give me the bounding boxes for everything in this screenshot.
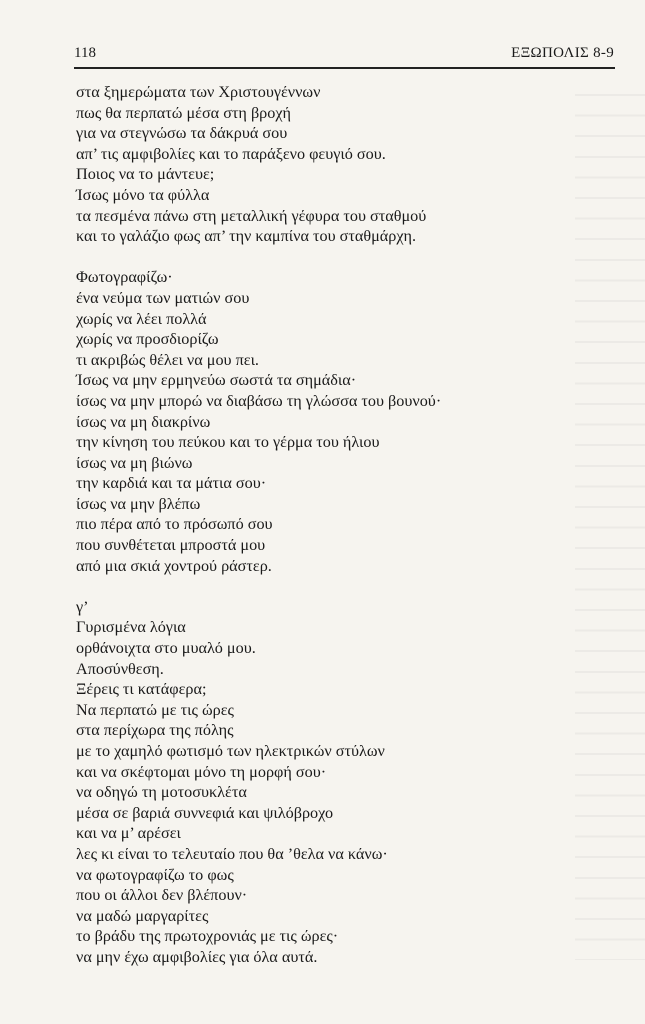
poem-line: Ξέρεις τι κατάφερα; — [76, 680, 207, 699]
poem-line: Ίσως να μην ερμηνεύω σωστά τα σημάδια· — [76, 371, 357, 390]
poem-line: να μην έχω αμφιβολίες για όλα αυτά. — [76, 947, 318, 966]
poem-line: και να μ’ αρέσει — [76, 824, 181, 843]
poem-line: για να στεγνώσω τα δάκρυά σου — [76, 124, 288, 143]
poem-line: ίσως να μην μπορώ να διαβάσω τη γλώσσα του βουνού· — [76, 391, 442, 410]
poem-line: με το χαμηλό φωτισμό των ηλεκτρικών στύλων — [76, 742, 385, 760]
poem-line: γ’ — [76, 597, 89, 616]
poem-line: Αποσύνθεση. — [76, 659, 164, 678]
journal-title: ΕΞΩΠΟΛΙΣ 8-9 — [511, 45, 614, 61]
poem-line: Ποιος να το μάντευε; — [76, 165, 215, 184]
poem-line: να οδηγώ τη μοτοσυκλέτα — [76, 783, 247, 802]
poem-line: το βράδυ της πρωτοχρονιάς με τις ώρες· — [76, 927, 339, 946]
stanza-1 — [76, 82, 616, 247]
poem-line: Να περπατώ με τις ώρες — [76, 700, 234, 719]
poem-line: ίσως να μη βιώνω — [76, 453, 193, 472]
poem-body — [76, 82, 616, 968]
poem-line: στα περίχωρα της πόλης — [76, 721, 234, 740]
stanza-2 — [76, 267, 616, 576]
poem-line: που συνθέτεται μπροστά μου — [76, 536, 266, 555]
poem-line: Ίσως μόνο τα φύλλα — [76, 185, 210, 204]
poem-line: απ’ τις αμφιβολίες και το παράξενο φευγιό σου. — [76, 144, 386, 163]
stanza-gap — [76, 247, 616, 268]
page-header — [74, 44, 614, 66]
poem-line: Γυρισμένα λόγια — [76, 618, 186, 637]
poem-line: που οι άλλοι δεν βλέπουν· — [76, 886, 248, 905]
poem-line: την καρδιά και τα μάτια σου· — [76, 474, 267, 493]
poem-line: χωρίς να προσδιορίζω — [76, 330, 219, 349]
poem-line: Φωτογραφίζω· — [76, 268, 173, 287]
poem-line: και το γαλάζιο φως απ’ την καμπίνα του σταθμάρχη. — [76, 227, 417, 246]
stanza-3 — [76, 597, 616, 968]
poem-line: πιο πέρα από το πρόσωπό σου — [76, 515, 273, 534]
stanza-gap — [76, 576, 616, 597]
poem-line: στα ξημερώματα των Χριστουγέννων — [76, 83, 321, 101]
header-rule — [74, 67, 615, 69]
poem-line: την κίνηση του πεύκου και το γέρμα του ήλιου — [76, 433, 380, 452]
poem-line: μέσα σε βαριά συννεφιά και ψιλόβροχο — [76, 803, 334, 822]
poem-line: από μια σκιά χοντρού ράστερ. — [76, 556, 272, 575]
poem-line: ίσως να μην βλέπω — [76, 494, 201, 513]
poem-line: λες κι είναι το τελευταίο που θα ’θελα να κάνω· — [76, 844, 388, 863]
poem-line: να μαδώ μαργαρίτες — [76, 906, 209, 925]
poem-line: να φωτογραφίζω το φως — [76, 865, 234, 884]
poem-line: πως θα περπατώ μέσα στη βροχή — [76, 103, 292, 122]
poem-line: ίσως να μη διακρίνω — [76, 412, 211, 431]
page-number: 118 — [74, 45, 96, 61]
poem-line: χωρίς να λέει πολλά — [76, 309, 207, 328]
poem-line: ένα νεύμα των ματιών σου — [76, 288, 250, 307]
poem-line: και να σκέφτομαι μόνο τη μορφή σου· — [76, 762, 327, 781]
poem-line: τα πεσμένα πάνω στη μεταλλική γέφυρα του σταθμού — [76, 206, 427, 225]
poem-line: ορθάνοιχτα στο μυαλό μου. — [76, 639, 256, 658]
poem-line: τι ακριβώς θέλει να μου πει. — [76, 350, 259, 369]
